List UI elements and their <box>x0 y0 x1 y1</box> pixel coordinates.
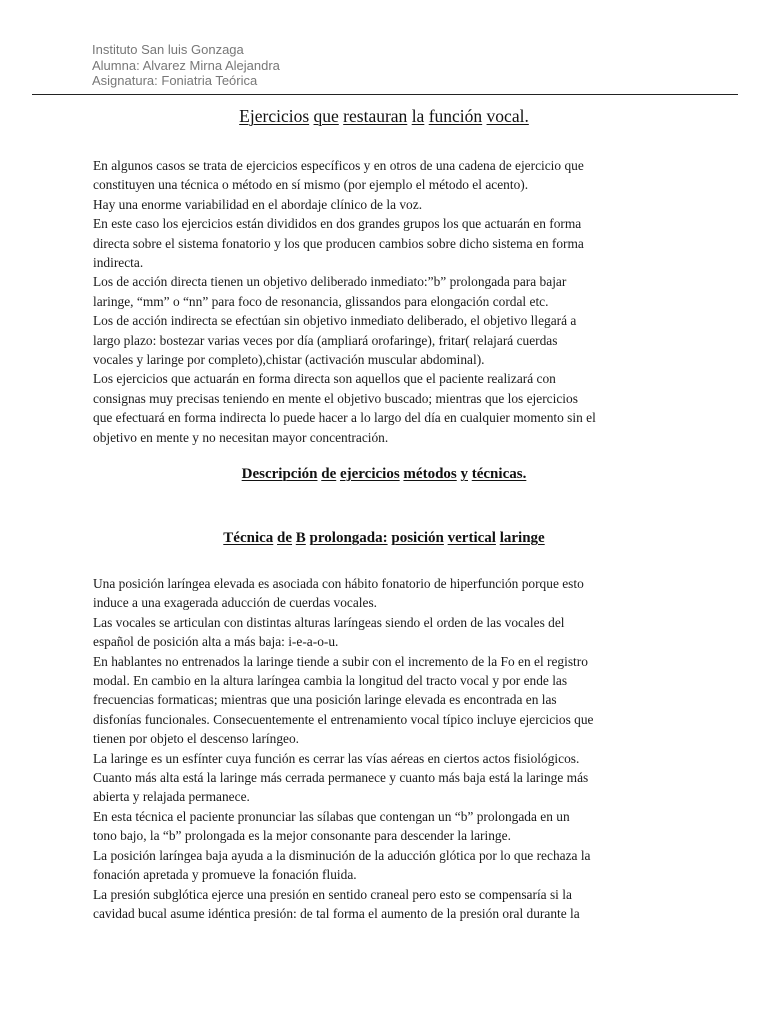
title-word: función <box>428 106 483 126</box>
text-line: Una posición laríngea elevada es asociada con hábito fonatorio de hiperfunción porque esto <box>93 576 584 591</box>
header-divider <box>32 94 738 95</box>
document-header <box>92 42 280 89</box>
text-line: cavidad bucal asume idéntica presión: de tal forma el aumento de la presión oral durante la <box>93 905 580 921</box>
title-word: vertical <box>447 530 496 546</box>
title-word: que <box>313 106 339 126</box>
technique-title <box>0 530 768 547</box>
text-line: En hablantes no entrenados la laringe tiende a subir con el incremento de la Fo en el registro <box>93 653 588 669</box>
text-line: La posición laríngea baja ayuda a la disminución de la aducción glótica por lo que rechaza la <box>93 847 591 863</box>
text-line: laringe, “mm” o “nn” para foco de resonancia, glissandos para elongación cordal etc. <box>93 293 549 309</box>
technique-paragraph <box>93 574 693 923</box>
title-word: prolongada: <box>309 530 388 546</box>
text-line: disfonías funcionales. Consecuentemente el entrenamiento vocal típico incluye ejercicios que <box>93 711 594 727</box>
text-line: Los de acción directa tienen un objetivo deliberado inmediato:”b” prolongada para bajar <box>93 274 567 290</box>
title-word: y <box>460 466 468 482</box>
text-line: vocales y laringe por completo),chistar (activación muscular abdominal). <box>93 352 485 368</box>
text-line: modal. En cambio en la altura laríngea cambia la longitud del tracto vocal y por ende las <box>93 673 568 689</box>
text-line: directa sobre el sistema fonatorio y los que producen cambios sobre dicho sistema en forma <box>93 235 584 251</box>
text-line: objetivo en mente y no necesitan mayor concentración. <box>93 429 389 445</box>
title-word: Técnica <box>223 530 274 546</box>
institute-name: Instituto San luis Gonzaga <box>92 42 244 57</box>
text-line: largo plazo: bostezar varias veces por día (ampliará orofaringe), fritar( relajará cuerdas <box>93 332 558 348</box>
title-word: de <box>277 530 293 546</box>
text-line: español de posición alta a más baja: i-e-a-o-u. <box>93 634 339 650</box>
text-line: consignas muy precisas teniendo en mente el objetivo buscado; mientras que los ejercicios <box>93 390 578 406</box>
text-line: Cuanto más alta está la laringe más cerrada permanece y cuanto más baja está la laringe más <box>93 770 589 786</box>
text-line: induce a una exagerada aducción de cuerdas vocales. <box>93 595 378 611</box>
text-line: fonación apretada y promueve la fonación fluida. <box>93 867 357 883</box>
text-line: abierta y relajada permanece. <box>93 789 250 805</box>
text-line: frecuencias formaticas; mientras que una posición laringe elevada es encontrada en las <box>93 692 557 708</box>
intro-paragraph <box>93 156 693 447</box>
title-word: la <box>411 106 425 126</box>
title-word: ejercicios <box>339 466 400 482</box>
section-title <box>0 466 768 483</box>
subject-name: Asignatura: Foniatria Teórica <box>92 73 258 88</box>
main-title <box>0 106 768 127</box>
title-word: laringe <box>499 530 545 546</box>
title-word: de <box>321 466 337 482</box>
text-line: En esta técnica el paciente pronunciar las sílabas que contengan un “b” prolongada en un <box>93 808 570 824</box>
title-word: vocal. <box>486 106 529 126</box>
text-line: En este caso los ejercicios están divididos en dos grandes grupos los que actuarán en forma <box>93 216 582 232</box>
text-line: Los ejercicios que actuarán en forma directa son aquellos que el paciente realizará con <box>93 371 556 387</box>
text-line: La presión subglótica ejerce una presión en sentido craneal pero esto se compensaría si la <box>93 886 572 902</box>
text-line: indirecta. <box>93 255 144 271</box>
title-word: posición <box>391 530 444 546</box>
title-word: restauran <box>343 106 408 126</box>
title-word: métodos <box>403 466 457 482</box>
text-line: En algunos casos se trata de ejercicios específicos y en otros de una cadena de ejercicio que <box>93 158 584 173</box>
title-word: Descripción <box>241 466 318 482</box>
title-word: Ejercicios <box>239 106 310 126</box>
text-line: Hay una enorme variabilidad en el abordaje clínico de la voz. <box>93 196 423 212</box>
text-line: que efectuará en forma indirecta lo puede hacer a lo largo del día en cualquier momento sin el <box>93 410 596 426</box>
text-line: La laringe es un esfínter cuya función es cerrar las vías aéreas en ciertos actos fisiológicos. <box>93 750 580 766</box>
text-line: tienen por objeto el descenso laríngeo. <box>93 731 299 747</box>
text-line: Los de acción indirecta se efectúan sin objetivo inmediato deliberado, el objetivo llegará a <box>93 313 577 329</box>
title-word: técnicas. <box>471 466 527 482</box>
text-line: Las vocales se articulan con distintas alturas laríngeas siendo el orden de las vocales del <box>93 614 565 630</box>
text-line: tono bajo, la “b” prolongada es la mejor consonante para descender la laringe. <box>93 828 511 844</box>
title-word: B <box>295 530 306 546</box>
text-line: constituyen una técnica o método en sí mismo (por ejemplo el método el acento). <box>93 177 529 193</box>
student-name: Alumna: Alvarez Mirna Alejandra <box>92 57 280 73</box>
